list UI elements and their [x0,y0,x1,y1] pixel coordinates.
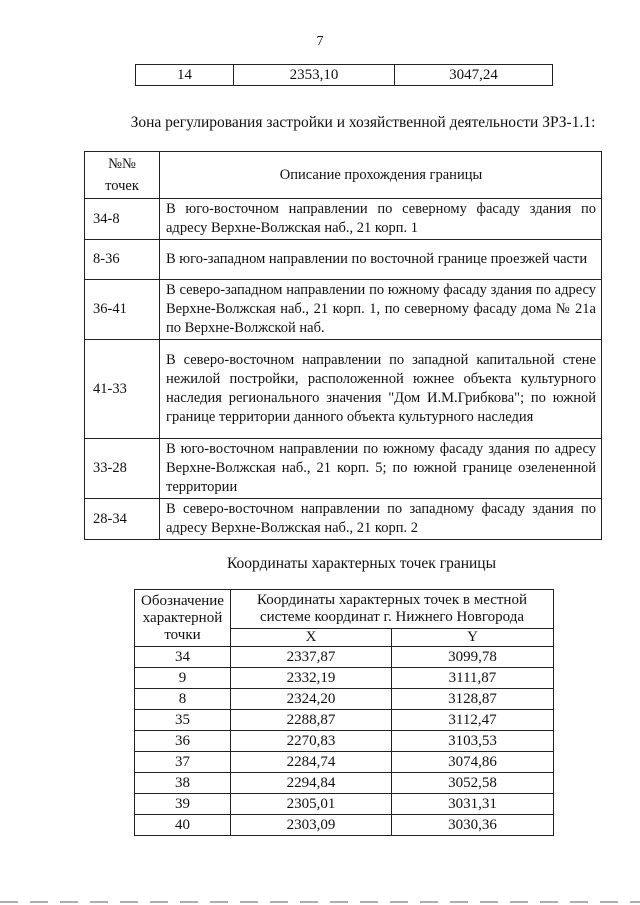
points-cell: 28-34 [85,499,160,540]
points-cell: 41-33 [85,340,160,439]
point-cell: 40 [135,815,231,836]
point-cell: 38 [135,773,231,794]
table-row [85,240,602,280]
header-points-line2: точек [105,178,139,194]
table-row [85,499,602,540]
x-cell: 2305,01 [231,794,392,815]
x-cell: 2337,87 [231,647,392,668]
header-points-line1: №№ [108,156,136,172]
y-cell: 3052,58 [392,773,554,794]
point-cell: 36 [135,731,231,752]
x-cell: 2353,10 [234,65,395,86]
description-cell: В северо-восточном направлении по западному фасаду здания по адресу Верхне-Волжская наб., 21 корп. 2 [160,499,602,540]
table-header-row [85,152,602,199]
table-row [135,647,554,668]
y-cell: 3099,78 [392,647,554,668]
point-cell: 39 [135,794,231,815]
x-cell: 2332,19 [231,668,392,689]
page-number: 7 [316,34,324,49]
x-cell: 2270,83 [231,731,392,752]
scan-edge-noise [0,901,640,903]
point-cell: 9 [135,668,231,689]
table-row [135,668,554,689]
y-cell: 3112,47 [392,710,554,731]
y-cell: 3047,24 [395,65,553,86]
point-cell: 34 [135,647,231,668]
header-point-designation: Обозначение характерной точки [135,590,231,647]
x-cell: 2288,87 [231,710,392,731]
description-cell: В юго-восточном направлении по северному фасаду здания по адресу Верхне-Волжская наб., 21 корп. 1 [160,199,602,240]
x-cell: 2324,20 [231,689,392,710]
y-cell: 3103,53 [392,731,554,752]
zone-title: Зона регулирования застройки и хозяйственной деятельности ЗРЗ-1.1: [130,114,596,131]
x-cell: 2294,84 [231,773,392,794]
description-cell: В юго-восточном направлении по южному фасаду здания по адресу Верхне-Волжская наб., 21 корп. 5; по южной границе озелененной территории [160,439,602,499]
table-row [85,280,602,340]
table-row [135,689,554,710]
y-cell: 3074,86 [392,752,554,773]
y-cell: 3031,31 [392,794,554,815]
table-header-row [135,590,554,629]
table-row [135,731,554,752]
table-row [136,65,553,86]
top-row-table [135,64,553,86]
header-coords: Координаты характерных точек в местной системе координат г. Нижнего Новгорода [231,590,554,629]
table-row [85,439,602,499]
table-row [135,773,554,794]
description-cell: В северо-западном направлении по южному фасаду здания по адресу Верхне-Волжская наб., 21 корп. 1, по северному фасаду дома № 21а по Верхне-Волжской наб. [160,280,602,340]
points-cell: 8-36 [85,240,160,280]
description-cell: В юго-западном направлении по восточной границе проезжей части [160,240,602,280]
header-points [85,152,160,199]
header-y: Y [392,629,554,647]
table-row [135,752,554,773]
coords-table [134,589,554,836]
y-cell: 3111,87 [392,668,554,689]
y-cell: 3030,36 [392,815,554,836]
point-cell: 8 [135,689,231,710]
point-cell: 37 [135,752,231,773]
y-cell: 3128,87 [392,689,554,710]
header-x: X [231,629,392,647]
table-row [135,710,554,731]
table-row [135,815,554,836]
table-row [85,199,602,240]
points-cell: 33-28 [85,439,160,499]
points-cell: 36-41 [85,280,160,340]
coords-title: Координаты характерных точек границы [226,555,497,572]
description-cell: В северо-восточном направлении по западной капитальной стене нежилой постройки, расположенной южнее объекта культурного наследия регионального значения "Дом И.М.Грибкова"; по южной границе территории данного объекта культурного наследия [160,340,602,439]
point-cell: 35 [135,710,231,731]
point-cell: 14 [136,65,234,86]
x-cell: 2303,09 [231,815,392,836]
x-cell: 2284,74 [231,752,392,773]
points-cell: 34-8 [85,199,160,240]
table-row [135,794,554,815]
boundary-table [84,151,602,540]
header-description: Описание прохождения границы [160,152,602,199]
table-row [85,340,602,439]
